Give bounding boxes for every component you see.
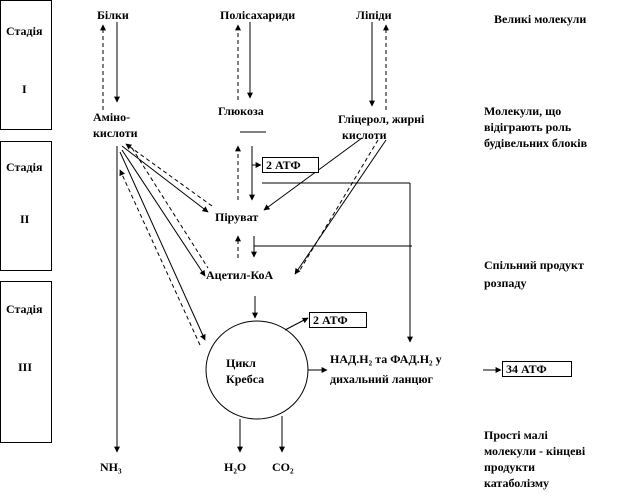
stage-1-numeral: I [22, 82, 27, 96]
node-acetyl-coa: Ацетил-КоА [206, 268, 274, 282]
label-building-blocks-2: відіграють роль [484, 120, 572, 134]
node-h2o: H₂O [224, 460, 247, 474]
label-building-blocks-1: Молекули, що [484, 104, 562, 118]
atp-krebs-box: 2 АТФ [309, 312, 367, 328]
node-glucose: Глюкоза [218, 104, 264, 118]
stage-3-numeral: III [18, 360, 33, 374]
stage-3-title: Стадія [6, 302, 43, 316]
node-amino-acids-line1: Аміно- [93, 110, 131, 124]
label-building-blocks-3: будівельних блоків [484, 136, 588, 150]
label-large-molecules: Великі молекули [494, 12, 587, 26]
node-nadh-line2: дихальний ланцюг [330, 372, 433, 386]
node-krebs-line2: Кребса [226, 372, 265, 386]
label-simple-molecules-4: катаболізму [484, 476, 550, 490]
node-glycerol-line1: Гліцерол, жирні [338, 112, 425, 126]
node-krebs-line1: Цикл [226, 356, 256, 370]
label-simple-molecules-2: молекули - кінцеві [484, 444, 586, 458]
atp-glycolysis-box: 2 АТФ [262, 157, 319, 173]
node-lipids: Ліпіди [356, 8, 392, 22]
node-pyruvate: Піруват [215, 210, 259, 224]
stage-1-title: Стадія [6, 24, 43, 38]
node-amino-acids-line2: кислоти [93, 126, 138, 140]
node-polysaccharides: Полісахариди [220, 8, 296, 22]
node-proteins: Білки [97, 8, 129, 22]
label-common-product-2: розпаду [484, 276, 527, 290]
node-nadh-line1: НАД.Н₂ та ФАД.Н₂ у [330, 352, 442, 366]
label-simple-molecules-3: продукти [484, 460, 536, 474]
node-co2: CO₂ [272, 460, 294, 474]
label-common-product-1: Спільний продукт [484, 258, 584, 272]
node-nh3: NH₃ [100, 460, 122, 474]
atp-respiratory-box: 34 АТФ [502, 361, 572, 377]
stage-2-title: Стадія [6, 160, 43, 174]
label-simple-molecules-1: Прості малі [484, 428, 548, 442]
node-glycerol-line2: кислоти [342, 128, 387, 142]
stage-2-numeral: II [20, 212, 30, 226]
